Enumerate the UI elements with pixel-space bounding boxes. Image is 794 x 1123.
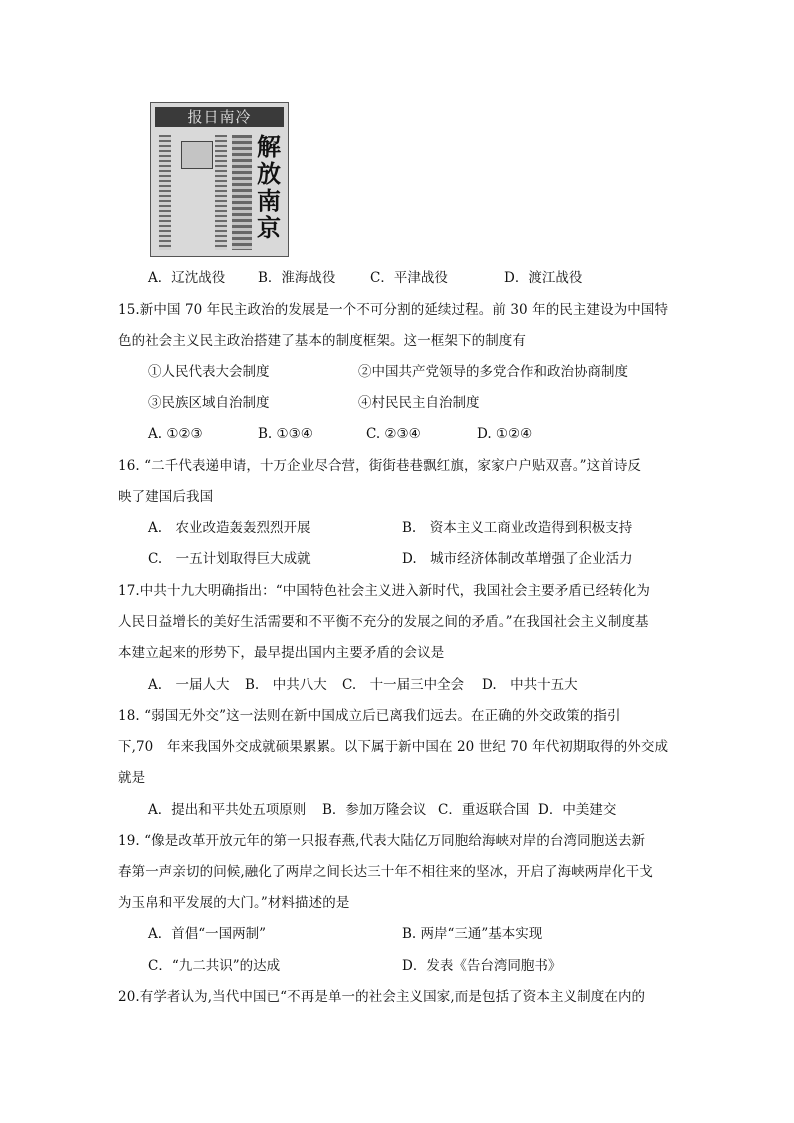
q19-option-c: C．“九二共识”的达成 [148,958,281,974]
q17-option-c: C. 十一届三中全会 [342,677,465,693]
q17-stem-line2: 人民日益增长的美好生活需要和不平衡不充分的发展之间的矛盾。”在我国社会主义制度基 [118,614,649,630]
q16-option-b: B. 资本主义工商业改造得到积极支持 [402,520,633,536]
q20-stem-line1: 20.有学者认为,当代中国已“不再是单一的社会主义国家,而是包括了资本主义制度在内的 [118,989,646,1005]
q15-stem-line2: 色的社会主义民主政治搭建了基本的制度框架。这一框架下的制度有 [118,333,526,349]
q17-option-b: B. 中共八大 [245,677,327,693]
q17-stem-line3: 本建立起来的形势下，最早提出国内主要矛盾的会议是 [118,645,445,661]
q18-stem-line1: 18. “弱国无外交”这一法则在新中国成立后已离我们远去。在正确的外交政策的指引 [118,708,621,724]
q17-stem-line1: 17.中共十九大明确指出：“中国特色社会主义进入新时代，我国社会主要矛盾已经转化为 [118,583,650,599]
newspaper-column [215,135,227,250]
q16-option-d: D. 城市经济体制改革增强了企业活力 [402,551,633,567]
q16-stem-line1: 16. “二千代表递申请，十万企业尽合营，街街巷巷飘红旗，家家户户贴双喜。”这首诗反 [118,458,642,474]
q19-option-d: D．发表《告台湾同胞书》 [402,958,562,974]
q15-option-b: B. ①③④ [258,426,313,442]
q15-item-2: ②中国共产党领导的多党合作和政治协商制度 [358,364,628,380]
q19-stem-line1: 19. “像是改革开放元年的第一只报春燕,代表大陆亿万同胞给海峡对岸的台湾同胞送去新 [118,833,646,849]
q14-option-d: D．渡江战役 [504,270,583,286]
newspaper-headline: 解放南京 [257,132,281,242]
q17-option-d: D. 中共十五大 [482,677,578,693]
newspaper-box [181,141,213,169]
q18-stem-line2: 下,70 年来我国外交成就硕果累累。以下属于新中国在 20 世纪 70 年代初期取得的外交成 [118,739,669,755]
q15-option-c: C. ②③④ [366,426,421,442]
q18-option-a: A．提出和平共处五项原则 [148,802,307,818]
q15-option-d: D. ①②④ [477,426,533,442]
q18-stem-line3: 就是 [118,770,146,786]
q19-option-b: B. 两岸“三通”基本实现 [402,926,543,942]
q17-option-a: A. 一届人大 [148,677,230,693]
q16-stem-line2: 映了建国后我国 [118,489,214,505]
q15-item-1: ①人民代表大会制度 [148,364,270,380]
q19-option-a: A．首倡“一国两制” [148,926,267,942]
newspaper-image [150,102,289,257]
q15-option-a: A. ①②③ [148,426,203,442]
q18-option-c: C．重返联合国 [438,802,530,818]
q19-stem-line3: 为玉帛和平发展的大门。”材料描述的是 [118,895,350,911]
q19-stem-line2: 春第一声亲切的问候,融化了两岸之间长达三十年不相往来的坚冰，开启了海峡两岸化干戈 [118,864,653,880]
newspaper-subheadline [232,135,252,250]
q14-option-c: C．平津战役 [370,270,448,286]
q18-option-d: D．中美建交 [538,802,617,818]
q16-option-a: A. 农业改造轰轰烈烈开展 [148,520,311,536]
q15-item-4: ④村民民主自治制度 [358,395,480,411]
q14-option-a: A．辽沈战役 [148,270,226,286]
q18-option-b: B．参加万隆会议 [322,802,427,818]
q15-item-3: ③民族区域自治制度 [148,395,270,411]
newspaper-masthead: 报日南冷 [155,107,284,127]
newspaper-column [159,135,171,250]
q14-option-b: B．淮海战役 [258,270,336,286]
q16-option-c: C. 一五计划取得巨大成就 [148,551,311,567]
q15-stem-line1: 15.新中国 70 年民主政治的发展是一个不可分割的延续过程。前 30 年的民主建设为中国特 [118,302,669,318]
